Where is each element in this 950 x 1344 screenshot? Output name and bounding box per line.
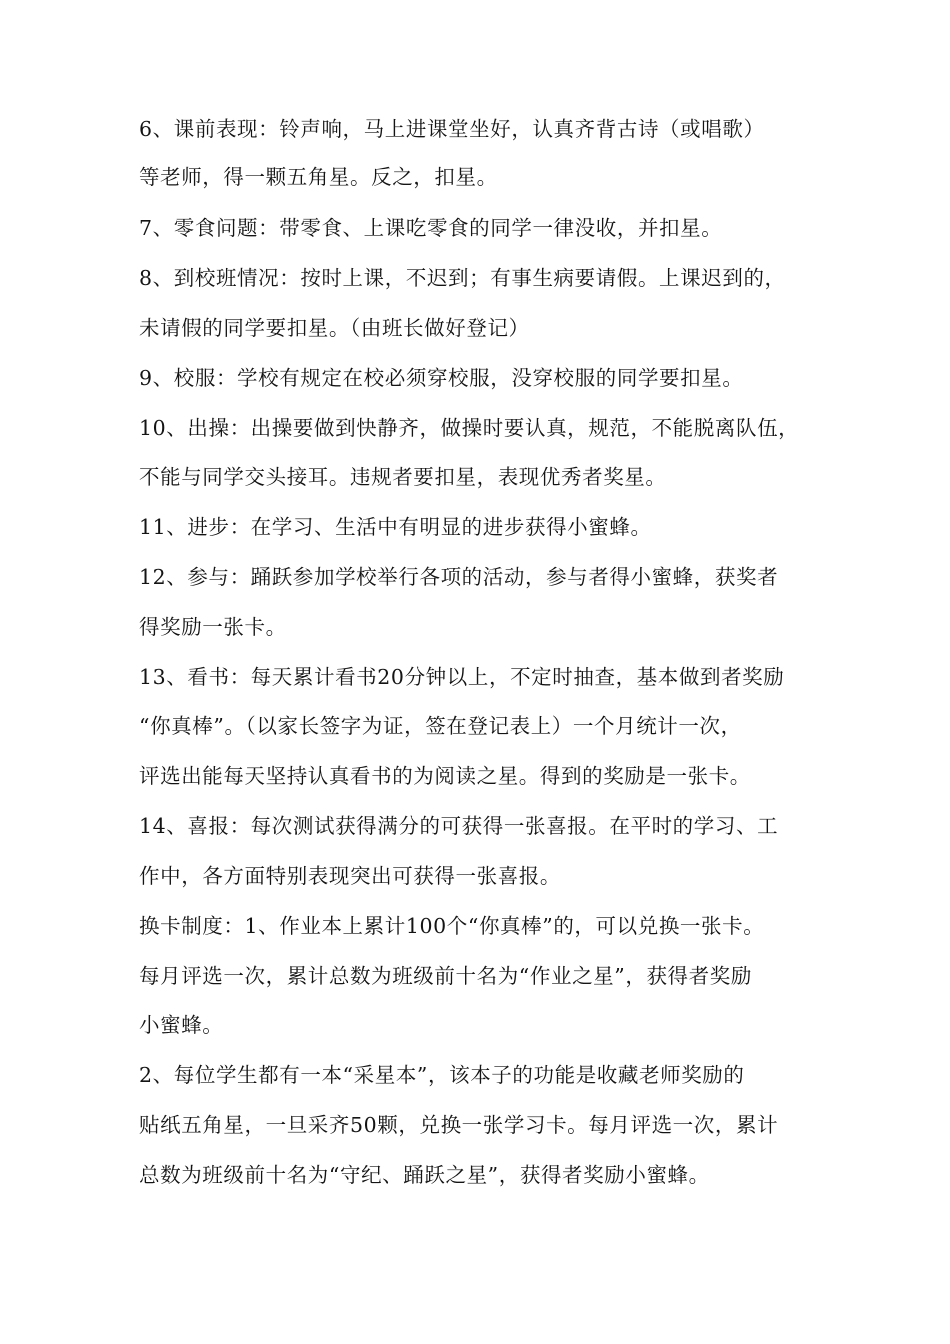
text-line: 6、课前表现：铃声响，马上进课堂坐好，认真齐背古诗（或唱歌） [139, 117, 765, 141]
text-line: 小蜜蜂。 [139, 1013, 224, 1037]
text-line: 14、喜报：每次测试获得满分的可获得一张喜报。在平时的学习、工 [139, 814, 779, 838]
text-line: 不能与同学交头接耳。违规者要扣星，表现优秀者奖星。 [139, 465, 667, 489]
text-line: 等老师，得一颗五角星。反之，扣星。 [139, 165, 498, 189]
text-line: 未请假的同学要扣星。（由班长做好登记） [139, 316, 530, 340]
text-line: 12、参与：踊跃参加学校举行各项的活动，参与者得小蜜蜂，获奖者 [139, 565, 779, 589]
text-line: 13、看书：每天累计看书20分钟以上，不定时抽查，基本做到者奖励 [139, 665, 785, 689]
text-line: 11、进步：在学习、生活中有明显的进步获得小蜜蜂。 [139, 515, 652, 539]
text-line: 2、每位学生都有一本“采星本”，该本子的功能是收藏老师奖励的 [139, 1063, 745, 1087]
text-line: 8、到校班情况：按时上课，不迟到；有事生病要请假。上课迟到的， [139, 266, 786, 290]
text-line: 换卡制度：1、作业本上累计100个“你真棒”的，可以兑换一张卡。 [139, 914, 765, 938]
text-line: 评选出能每天坚持认真看书的为阅读之星。得到的奖励是一张卡。 [139, 764, 751, 788]
text-line: 9、校服：学校有规定在校必须穿校服，没穿校服的同学要扣星。 [139, 366, 744, 390]
text-line: 每月评选一次，累计总数为班级前十名为“作业之星”，获得者奖励 [139, 964, 752, 988]
text-line: 得奖励一张卡。 [139, 615, 287, 639]
text-line: 10、出操：出操要做到快静齐，做操时要认真，规范，不能脱离队伍， [139, 416, 800, 440]
text-line: 总数为班级前十名为“守纪、踊跃之星”，获得者奖励小蜜蜂。 [139, 1163, 710, 1187]
text-line: “你真棒”。（以家长签字为证，签在登记表上）一个月统计一次， [139, 714, 742, 738]
text-line: 7、零食问题：带零食、上课吃零食的同学一律没收，并扣星。 [139, 216, 723, 240]
text-line: 作中，各方面特别表现突出可获得一张喜报。 [139, 864, 561, 888]
text-line: 贴纸五角星，一旦采齐50颗，兑换一张学习卡。每月评选一次，累计 [139, 1113, 779, 1137]
